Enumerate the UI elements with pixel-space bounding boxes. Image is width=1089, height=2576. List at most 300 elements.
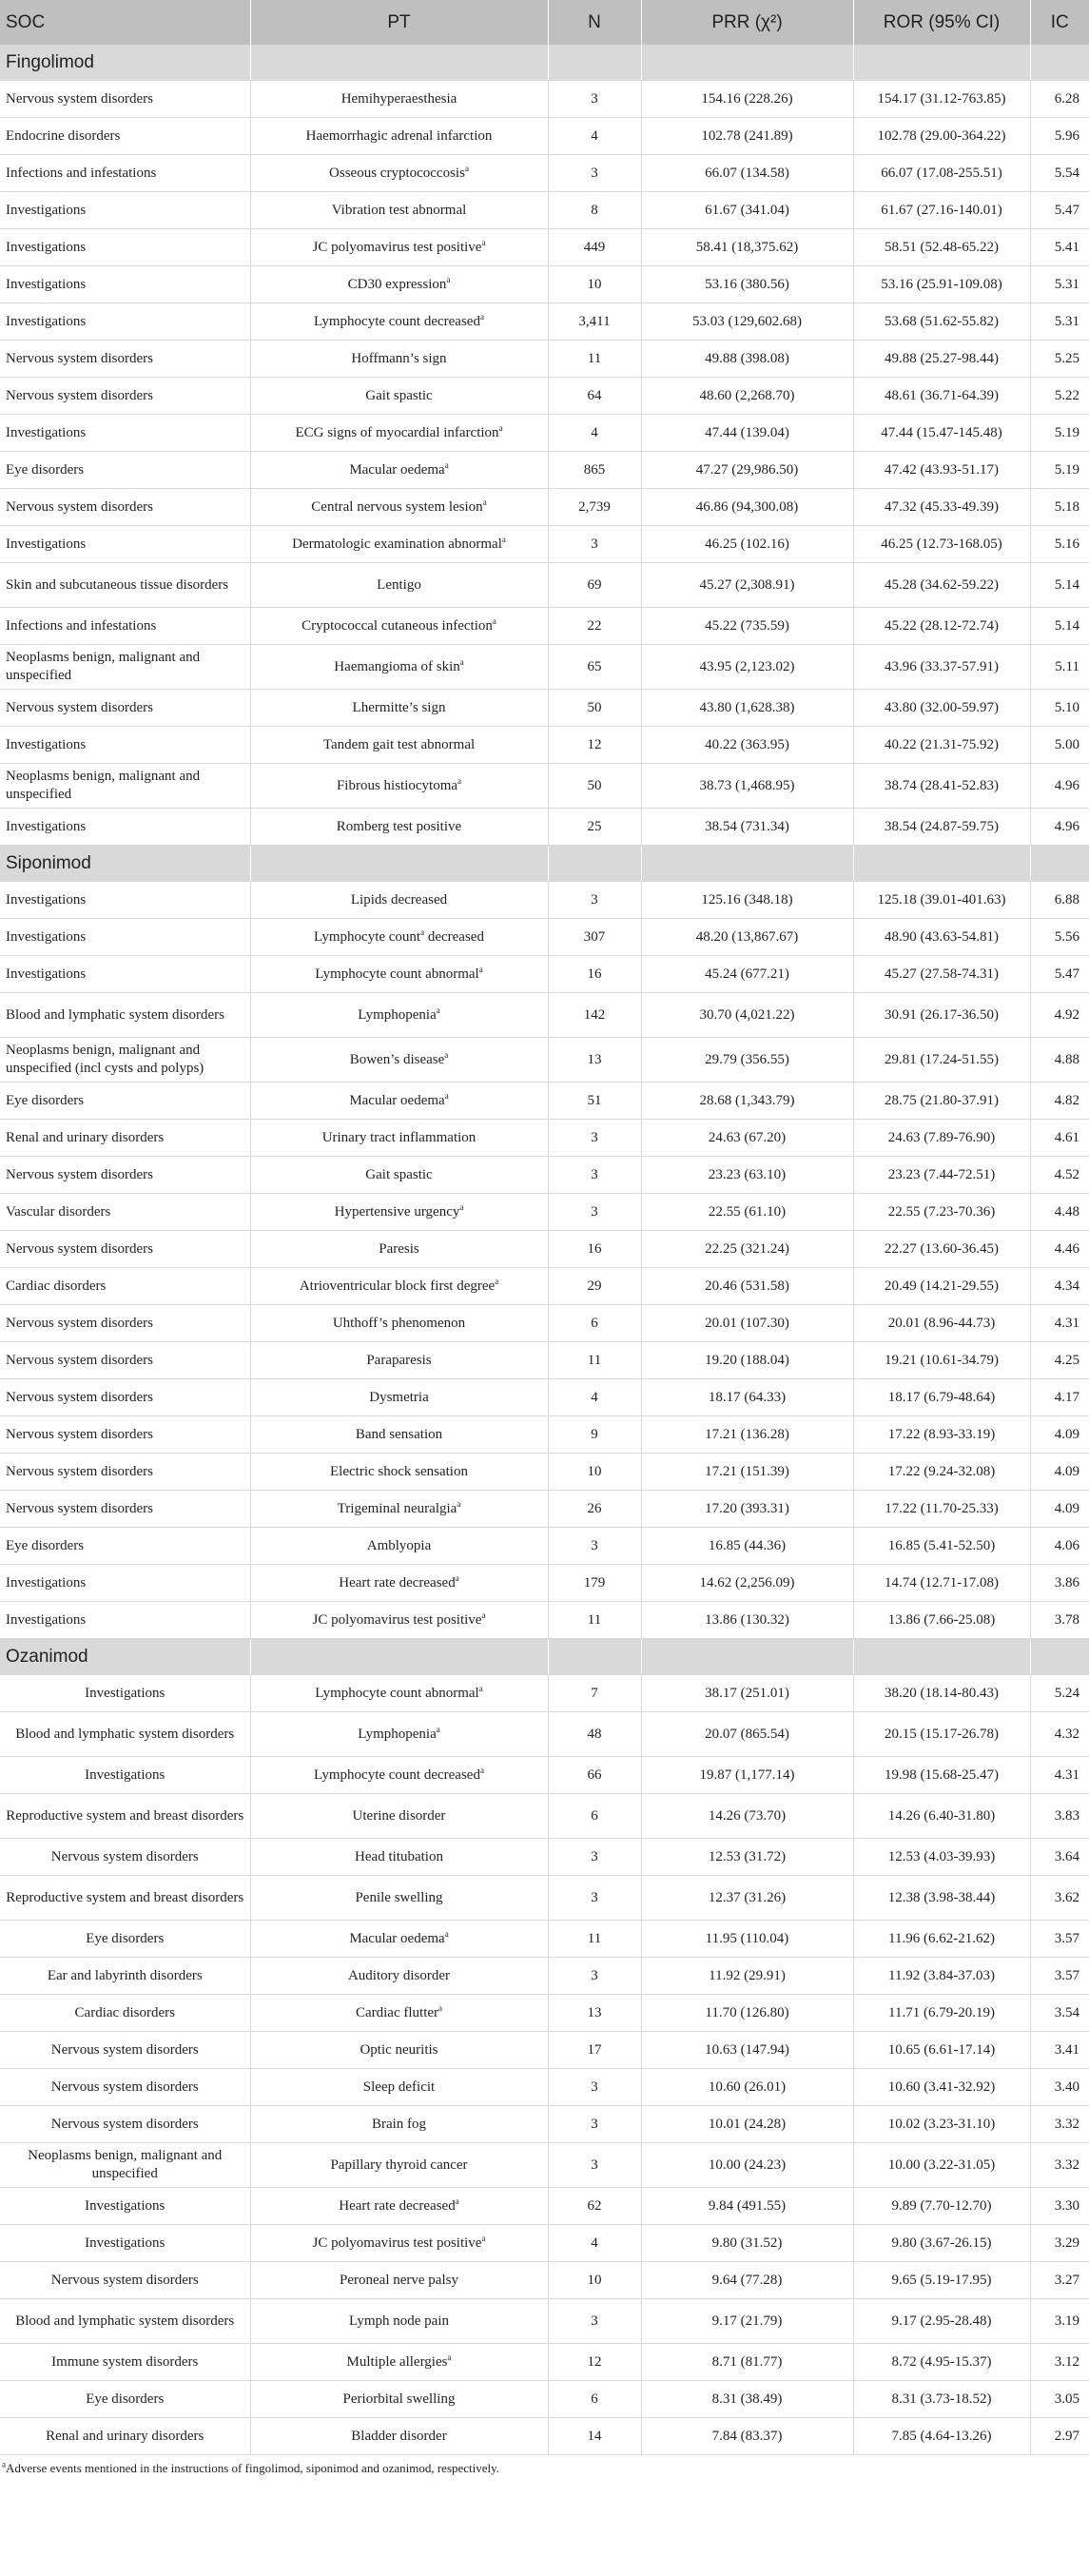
pt-cell <box>250 608 548 645</box>
table-row <box>0 2299 1089 2344</box>
pt-text: Lymphocyte count <box>314 928 421 945</box>
n-cell: 3 <box>548 1839 641 1876</box>
table-row <box>0 1342 1089 1379</box>
ic-cell: 5.54 <box>1030 155 1089 192</box>
prr-cell: 20.46 (531.58) <box>641 1268 853 1305</box>
pt-footnote-mark: a <box>481 237 486 247</box>
n-cell: 11 <box>548 1921 641 1958</box>
ic-cell: 3.32 <box>1030 2106 1089 2143</box>
ror-cell: 154.17 (31.12-763.85) <box>853 81 1030 118</box>
ic-cell: 4.06 <box>1030 1528 1089 1565</box>
pt-footnote-mark: a <box>478 1683 483 1693</box>
soc-cell: Nervous system disorders <box>0 1491 250 1528</box>
group-header-cell <box>548 846 641 882</box>
ic-cell: 4.31 <box>1030 1305 1089 1342</box>
pt-footnote-mark: a <box>444 1049 449 1060</box>
n-cell: 4 <box>548 2225 641 2262</box>
prr-cell: 9.17 (21.79) <box>641 2299 853 2344</box>
pt-cell <box>250 378 548 415</box>
soc-cell: Investigations <box>0 1565 250 1602</box>
ror-cell: 38.74 (28.41-52.83) <box>853 764 1030 809</box>
ic-cell: 5.25 <box>1030 341 1089 378</box>
table-row <box>0 2188 1089 2225</box>
n-cell: 9 <box>548 1416 641 1454</box>
ic-cell: 5.24 <box>1030 1675 1089 1712</box>
ic-cell: 4.82 <box>1030 1083 1089 1120</box>
n-cell: 3 <box>548 2143 641 2188</box>
n-cell: 6 <box>548 1305 641 1342</box>
pt-text: Trigeminal neuralgia <box>337 1500 457 1516</box>
header-row <box>0 0 1089 45</box>
pt-cell <box>250 1120 548 1157</box>
ror-cell: 45.27 (27.58-74.31) <box>853 956 1030 993</box>
pt-cell <box>250 690 548 727</box>
pt-footnote-mark: a <box>457 775 462 786</box>
n-cell: 6 <box>548 2381 641 2418</box>
pt-text: Central nervous system lesion <box>311 498 483 515</box>
n-cell: 4 <box>548 118 641 155</box>
ror-cell: 9.65 (5.19-17.95) <box>853 2262 1030 2299</box>
n-cell: 3 <box>548 2069 641 2106</box>
table-row <box>0 956 1089 993</box>
prr-cell: 9.64 (77.28) <box>641 2262 853 2299</box>
pt-footnote-mark: a <box>444 1090 449 1101</box>
pt-cell <box>250 919 548 956</box>
ic-cell: 4.52 <box>1030 1157 1089 1194</box>
soc-cell: Nervous system disorders <box>0 81 250 118</box>
soc-cell: Eye disorders <box>0 1083 250 1120</box>
pt-cell <box>250 2188 548 2225</box>
ror-cell: 9.80 (3.67-26.15) <box>853 2225 1030 2262</box>
pt-cell <box>250 1491 548 1528</box>
n-cell: 142 <box>548 993 641 1038</box>
table-row <box>0 727 1089 764</box>
group-header-cell <box>548 1639 641 1675</box>
ror-cell: 10.65 (6.61-17.14) <box>853 2032 1030 2069</box>
pt-footnote-mark: a <box>455 2195 459 2206</box>
ic-cell: 4.46 <box>1030 1231 1089 1268</box>
ror-cell: 28.75 (21.80-37.91) <box>853 1083 1030 1120</box>
group-name: Fingolimod <box>0 45 250 81</box>
soc-cell: Blood and lymphatic system disorders <box>0 993 250 1038</box>
table-row <box>0 1528 1089 1565</box>
ic-cell: 4.96 <box>1030 764 1089 809</box>
n-cell: 449 <box>548 229 641 266</box>
table-row <box>0 1379 1089 1416</box>
n-cell: 11 <box>548 1602 641 1639</box>
ic-cell: 3.05 <box>1030 2381 1089 2418</box>
ic-cell: 3.32 <box>1030 2143 1089 2188</box>
pt-cell <box>250 2418 548 2455</box>
soc-cell: Nervous system disorders <box>0 2069 250 2106</box>
pt-text: Lipids decreased <box>350 891 448 907</box>
table-row <box>0 118 1089 155</box>
prr-cell: 47.27 (29,986.50) <box>641 452 853 489</box>
table-row <box>0 1194 1089 1231</box>
soc-cell: Nervous system disorders <box>0 1231 250 1268</box>
group-header-cell <box>250 1639 548 1675</box>
ic-cell: 3.40 <box>1030 2069 1089 2106</box>
soc-cell: Nervous system disorders <box>0 1839 250 1876</box>
ic-cell: 3.54 <box>1030 1995 1089 2032</box>
soc-cell: Nervous system disorders <box>0 1342 250 1379</box>
pt-cell <box>250 452 548 489</box>
prr-cell: 45.22 (735.59) <box>641 608 853 645</box>
pt-cell <box>250 1305 548 1342</box>
prr-cell: 14.62 (2,256.09) <box>641 1565 853 1602</box>
ic-cell: 3.29 <box>1030 2225 1089 2262</box>
pt-footnote-mark: a <box>495 1276 499 1286</box>
soc-cell: Investigations <box>0 1602 250 1639</box>
n-cell: 13 <box>548 1995 641 2032</box>
table-row <box>0 1757 1089 1794</box>
prr-cell: 49.88 (398.08) <box>641 341 853 378</box>
ror-cell: 20.15 (15.17-26.78) <box>853 1712 1030 1757</box>
pt-cell <box>250 2225 548 2262</box>
table-row <box>0 1305 1089 1342</box>
pt-footnote-mark: a <box>492 615 496 626</box>
prr-cell: 22.25 (321.24) <box>641 1231 853 1268</box>
ror-cell: 125.18 (39.01-401.63) <box>853 882 1030 919</box>
table-row <box>0 1995 1089 2032</box>
prr-cell: 61.67 (341.04) <box>641 192 853 229</box>
pt-text: Romberg test positive <box>336 818 462 834</box>
soc-cell: Investigations <box>0 1675 250 1712</box>
prr-cell: 7.84 (83.37) <box>641 2418 853 2455</box>
pt-footnote-mark: a <box>478 964 483 974</box>
pt-cell <box>250 1416 548 1454</box>
ror-cell: 47.42 (43.93-51.17) <box>853 452 1030 489</box>
n-cell: 10 <box>548 1454 641 1491</box>
table-row <box>0 1038 1089 1083</box>
pt-text: Head titubation <box>355 1848 443 1864</box>
pt-cell <box>250 882 548 919</box>
pt-cell <box>250 1194 548 1231</box>
pt-text: Vibration test abnormal <box>331 202 467 218</box>
n-cell: 6 <box>548 1794 641 1839</box>
pt-text: Band sensation <box>355 1426 443 1442</box>
pt-text: Tandem gait test abnormal <box>322 736 476 752</box>
ic-cell: 5.00 <box>1030 727 1089 764</box>
ror-cell: 10.60 (3.41-32.92) <box>853 2069 1030 2106</box>
soc-cell: Endocrine disorders <box>0 118 250 155</box>
group-header-cell <box>641 1639 853 1675</box>
pt-text: Penile swelling <box>355 1889 443 1905</box>
n-cell: 11 <box>548 1342 641 1379</box>
ror-cell: 48.61 (36.71-64.39) <box>853 378 1030 415</box>
pt-cell <box>250 764 548 809</box>
ror-cell: 38.54 (24.87-59.75) <box>853 809 1030 846</box>
ror-cell: 20.49 (14.21-29.55) <box>853 1268 1030 1305</box>
pt-footnote-mark: a <box>457 1498 461 1509</box>
group-header-row <box>0 45 1089 81</box>
n-cell: 12 <box>548 727 641 764</box>
n-cell: 3 <box>548 526 641 563</box>
soc-cell: Cardiac disorders <box>0 1268 250 1305</box>
table-row <box>0 155 1089 192</box>
pt-cell <box>250 1157 548 1194</box>
pt-cell <box>250 1839 548 1876</box>
footnote-mark: a <box>2 2459 6 2469</box>
header-ic: IC <box>1030 0 1089 45</box>
table-row <box>0 563 1089 608</box>
ic-cell: 5.18 <box>1030 489 1089 526</box>
n-cell: 22 <box>548 608 641 645</box>
table-row <box>0 1120 1089 1157</box>
prr-cell: 46.86 (94,300.08) <box>641 489 853 526</box>
ic-cell: 5.56 <box>1030 919 1089 956</box>
prr-cell: 46.25 (102.16) <box>641 526 853 563</box>
pt-cell <box>250 415 548 452</box>
ic-cell: 5.22 <box>1030 378 1089 415</box>
pt-cell <box>250 192 548 229</box>
n-cell: 2,739 <box>548 489 641 526</box>
n-cell: 10 <box>548 2262 641 2299</box>
ror-cell: 66.07 (17.08-255.51) <box>853 155 1030 192</box>
table-row <box>0 452 1089 489</box>
ror-cell: 38.20 (18.14-80.43) <box>853 1675 1030 1712</box>
header-ror: ROR (95% CI) <box>853 0 1030 45</box>
pt-cell <box>250 1794 548 1839</box>
pt-cell <box>250 1757 548 1794</box>
pt-text: Uhthoff’s phenomenon <box>332 1315 466 1331</box>
pt-cell <box>250 155 548 192</box>
pt-text: Lymphocyte count decreased <box>314 313 480 329</box>
ror-cell: 47.32 (45.33-49.39) <box>853 489 1030 526</box>
n-cell: 3 <box>548 882 641 919</box>
ror-cell: 23.23 (7.44-72.51) <box>853 1157 1030 1194</box>
table-footnote <box>0 2455 1089 2482</box>
prr-cell: 154.16 (228.26) <box>641 81 853 118</box>
pt-footnote-mark: a <box>436 1724 440 1734</box>
prr-cell: 43.80 (1,628.38) <box>641 690 853 727</box>
pt-text: Gait spastic <box>365 1166 433 1182</box>
ic-cell: 5.41 <box>1030 229 1089 266</box>
ic-cell: 3.57 <box>1030 1958 1089 1995</box>
n-cell: 179 <box>548 1565 641 1602</box>
ic-cell: 5.31 <box>1030 303 1089 341</box>
ror-cell: 20.01 (8.96-44.73) <box>853 1305 1030 1342</box>
pt-text: Hemihyperaesthesia <box>340 90 457 107</box>
ror-cell: 40.22 (21.31-75.92) <box>853 727 1030 764</box>
table-row <box>0 1794 1089 1839</box>
prr-cell: 11.92 (29.91) <box>641 1958 853 1995</box>
n-cell: 10 <box>548 266 641 303</box>
pt-text: Hypertensive urgency <box>334 1203 460 1220</box>
n-cell: 3 <box>548 1528 641 1565</box>
prr-cell: 48.20 (13,867.67) <box>641 919 853 956</box>
pt-cell <box>250 563 548 608</box>
prr-cell: 22.55 (61.10) <box>641 1194 853 1231</box>
pt-text: Sleep deficit <box>362 2078 436 2095</box>
pt-text: Haemorrhagic adrenal infarction <box>305 127 493 144</box>
table-row <box>0 415 1089 452</box>
pt-text: Paraparesis <box>366 1352 432 1368</box>
table-row <box>0 2344 1089 2381</box>
n-cell: 3 <box>548 155 641 192</box>
prr-cell: 102.78 (241.89) <box>641 118 853 155</box>
ror-cell: 45.28 (34.62-59.22) <box>853 563 1030 608</box>
table-row <box>0 229 1089 266</box>
soc-cell: Reproductive system and breast disorders <box>0 1876 250 1921</box>
soc-cell: Renal and urinary disorders <box>0 1120 250 1157</box>
ror-cell: 49.88 (25.27-98.44) <box>853 341 1030 378</box>
pt-text: Haemangioma of skin <box>334 658 460 674</box>
n-cell: 50 <box>548 764 641 809</box>
pt-footnote-mark: a <box>444 459 449 470</box>
table-row <box>0 2381 1089 2418</box>
pt-footnote-mark: a <box>464 163 469 173</box>
header-soc: SOC <box>0 0 250 45</box>
pt-cell <box>250 645 548 690</box>
pt-text: Urinary tract inflammation <box>321 1129 476 1145</box>
pt-footnote-mark: a <box>481 2233 486 2243</box>
ror-cell: 47.44 (15.47-145.48) <box>853 415 1030 452</box>
soc-cell: Nervous system disorders <box>0 2032 250 2069</box>
prr-cell: 53.16 (380.56) <box>641 266 853 303</box>
soc-cell: Investigations <box>0 919 250 956</box>
ic-cell: 4.17 <box>1030 1379 1089 1416</box>
prr-cell: 12.37 (31.26) <box>641 1876 853 1921</box>
prr-cell: 12.53 (31.72) <box>641 1839 853 1876</box>
group-name: Siponimod <box>0 846 250 882</box>
group-header-cell <box>641 45 853 81</box>
ror-cell: 48.90 (43.63-54.81) <box>853 919 1030 956</box>
pt-text: Dermatologic examination abnormal <box>292 536 502 552</box>
soc-cell: Nervous system disorders <box>0 690 250 727</box>
table-row <box>0 1921 1089 1958</box>
pt-text: Paresis <box>379 1240 419 1257</box>
pt-text: Hoffmann’s sign <box>351 350 447 366</box>
prr-cell: 53.03 (129,602.68) <box>641 303 853 341</box>
ror-cell: 7.85 (4.64-13.26) <box>853 2418 1030 2455</box>
ror-cell: 43.80 (32.00-59.97) <box>853 690 1030 727</box>
pt-cell <box>250 81 548 118</box>
ror-cell: 19.21 (10.61-34.79) <box>853 1342 1030 1379</box>
pt-cell <box>250 489 548 526</box>
n-cell: 4 <box>548 1379 641 1416</box>
n-cell: 3 <box>548 1194 641 1231</box>
prr-cell: 10.01 (24.28) <box>641 2106 853 2143</box>
table-row <box>0 764 1089 809</box>
ic-cell: 4.48 <box>1030 1194 1089 1231</box>
soc-cell: Nervous system disorders <box>0 378 250 415</box>
soc-cell: Eye disorders <box>0 452 250 489</box>
ic-cell: 6.88 <box>1030 882 1089 919</box>
table-row <box>0 882 1089 919</box>
ic-cell: 5.14 <box>1030 563 1089 608</box>
pt-text: Lymphopenia <box>358 1726 437 1742</box>
prr-cell: 47.44 (139.04) <box>641 415 853 452</box>
soc-cell: Nervous system disorders <box>0 1454 250 1491</box>
n-cell: 3 <box>548 1876 641 1921</box>
ic-cell: 5.11 <box>1030 645 1089 690</box>
ic-cell: 3.86 <box>1030 1565 1089 1602</box>
table-row <box>0 266 1089 303</box>
table-row <box>0 1416 1089 1454</box>
pt-text: Gait spastic <box>365 387 433 403</box>
pt-text: ECG signs of myocardial infarction <box>295 424 499 440</box>
prr-cell: 20.01 (107.30) <box>641 1305 853 1342</box>
pt-cell <box>250 2262 548 2299</box>
n-cell: 3 <box>548 1120 641 1157</box>
n-cell: 4 <box>548 415 641 452</box>
n-cell: 29 <box>548 1268 641 1305</box>
pt-footnote-mark: a <box>498 422 503 433</box>
group-header-cell <box>250 45 548 81</box>
table-row <box>0 1602 1089 1639</box>
ic-cell: 5.14 <box>1030 608 1089 645</box>
ic-cell: 4.96 <box>1030 809 1089 846</box>
table-row <box>0 1083 1089 1120</box>
group-section <box>0 1639 1089 2455</box>
ror-cell: 10.02 (3.23-31.10) <box>853 2106 1030 2143</box>
n-cell: 865 <box>548 452 641 489</box>
group-header-cell <box>548 45 641 81</box>
prr-cell: 45.27 (2,308.91) <box>641 563 853 608</box>
pt-cell <box>250 1231 548 1268</box>
ror-cell: 58.51 (52.48-65.22) <box>853 229 1030 266</box>
soc-cell: Neoplasms benign, malignant and unspecified <box>0 2143 250 2188</box>
ic-cell: 3.27 <box>1030 2262 1089 2299</box>
soc-cell: Investigations <box>0 415 250 452</box>
prr-cell: 16.85 (44.36) <box>641 1528 853 1565</box>
soc-cell: Immune system disorders <box>0 2344 250 2381</box>
ror-cell: 13.86 (7.66-25.08) <box>853 1602 1030 1639</box>
table-row <box>0 608 1089 645</box>
pt-cell <box>250 1379 548 1416</box>
soc-cell: Neoplasms benign, malignant and unspecified (incl cysts and polyps) <box>0 1038 250 1083</box>
n-cell: 14 <box>548 2418 641 2455</box>
prr-cell: 40.22 (363.95) <box>641 727 853 764</box>
n-cell: 7 <box>548 1675 641 1712</box>
pt-cell <box>250 2106 548 2143</box>
n-cell: 50 <box>548 690 641 727</box>
table-row <box>0 1454 1089 1491</box>
group-name: Ozanimod <box>0 1639 250 1675</box>
ror-cell: 14.74 (12.71-17.08) <box>853 1565 1030 1602</box>
pt-footnote-mark: a <box>482 497 487 507</box>
ic-cell: 3.57 <box>1030 1921 1089 1958</box>
prr-cell: 38.17 (251.01) <box>641 1675 853 1712</box>
pt-cell <box>250 727 548 764</box>
ror-cell: 11.96 (6.62-21.62) <box>853 1921 1030 1958</box>
n-cell: 12 <box>548 2344 641 2381</box>
pt-footnote-mark: a <box>436 1005 440 1015</box>
prr-cell: 9.80 (31.52) <box>641 2225 853 2262</box>
pt-text: Lentigo <box>377 576 421 593</box>
pt-cell <box>250 341 548 378</box>
table-row <box>0 341 1089 378</box>
n-cell: 307 <box>548 919 641 956</box>
ic-cell: 3.83 <box>1030 1794 1089 1839</box>
soc-cell: Renal and urinary disorders <box>0 2418 250 2455</box>
pt-text: Atrioventricular block first degree <box>299 1278 496 1294</box>
pt-cell <box>250 526 548 563</box>
pt-text: Amblyopia <box>366 1537 432 1553</box>
pt-footnote-mark: a <box>459 1201 464 1212</box>
group-header-cell <box>853 45 1030 81</box>
prr-cell: 19.20 (188.04) <box>641 1342 853 1379</box>
pt-text: Macular oedema <box>349 1930 445 1946</box>
table-row <box>0 919 1089 956</box>
soc-cell: Nervous system disorders <box>0 1416 250 1454</box>
soc-cell: Investigations <box>0 809 250 846</box>
ror-cell: 22.55 (7.23-70.36) <box>853 1194 1030 1231</box>
soc-cell: Investigations <box>0 266 250 303</box>
pt-cell <box>250 1675 548 1712</box>
group-header-row <box>0 1639 1089 1675</box>
